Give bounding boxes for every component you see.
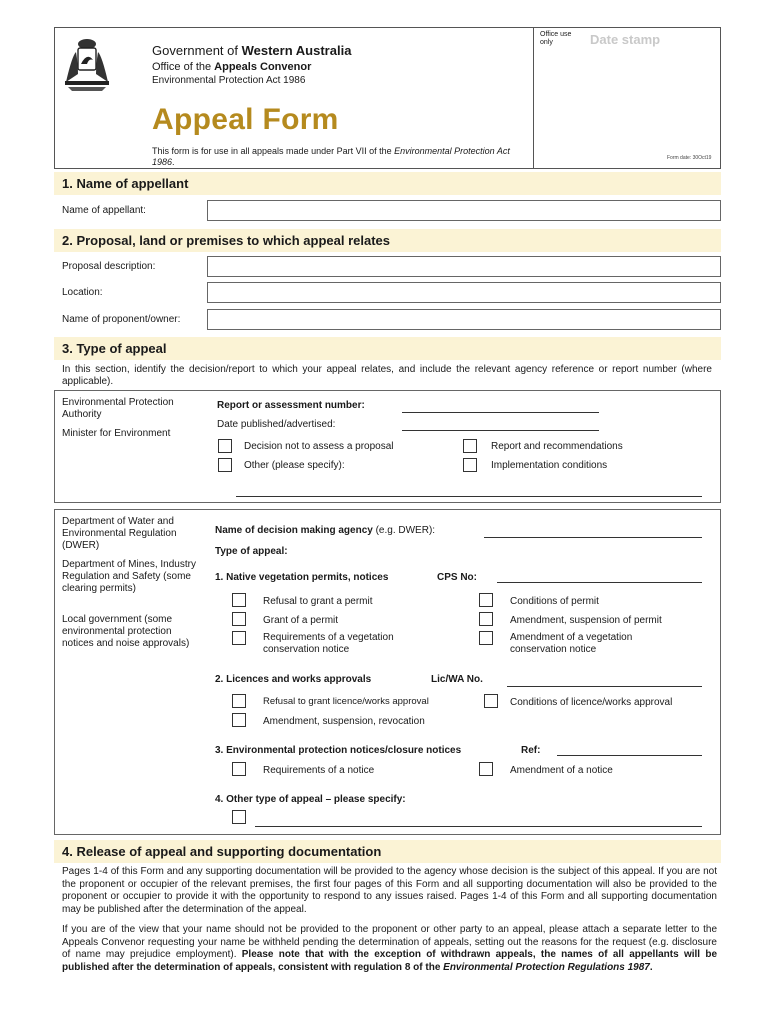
section-3-heading: 3. Type of appeal bbox=[54, 337, 721, 360]
local-government-label: Local government (some environmental protection notices and noise approvals) bbox=[62, 614, 190, 649]
amend-suspend-permit-checkbox[interactable] bbox=[479, 612, 493, 626]
wa-coat-of-arms-icon bbox=[62, 34, 112, 92]
implementation-conditions-label: Implementation conditions bbox=[491, 460, 608, 471]
refusal-permit-checkbox[interactable] bbox=[232, 593, 246, 607]
decision-agency-input[interactable] bbox=[484, 537, 702, 538]
other-appeal-checkbox[interactable] bbox=[232, 810, 246, 824]
cps-number-input[interactable] bbox=[497, 582, 702, 583]
date-stamp-label: Date stamp bbox=[590, 32, 661, 47]
appellant-name-label: Name of appellant: bbox=[62, 205, 146, 216]
appellant-name-input[interactable] bbox=[207, 200, 721, 221]
grant-permit-checkbox[interactable] bbox=[232, 612, 246, 626]
section-2-heading: 2. Proposal, land or premises to which appeal relates bbox=[54, 229, 721, 252]
amend-licence-label: Amendment, suspension, revocation bbox=[263, 716, 425, 727]
form-date: Form date: 30Oct19 bbox=[667, 155, 712, 161]
other-specify-input[interactable] bbox=[236, 496, 702, 497]
form-intro: This form is for use in all appeals made under Part VII of the Environmental Protection Act 1986. bbox=[152, 146, 510, 167]
epa-agency-label: Environmental Protection Authority bbox=[62, 397, 174, 420]
requirements-notice-checkbox[interactable] bbox=[232, 762, 246, 776]
amend-licence-checkbox[interactable] bbox=[232, 713, 246, 727]
proponent-input[interactable] bbox=[207, 309, 721, 330]
conditions-permit-label: Conditions of permit bbox=[510, 596, 599, 607]
release-paragraph-1: Pages 1-4 of this Form and any supporting documentation will be provided to the agency whose decision is the subject of this appeal. If you are not the proponent or occupier of the relevant premises, the first four pages of this Form and all supporting documentation will also be provided to the proponent or occupier to provide it with the opportunity to respond to any issues raised. Pages 1-4 of this Form and all supporting documentation may be published after the determination of the appeal. bbox=[62, 866, 717, 915]
licences-heading: 2. Licences and works approvals bbox=[215, 674, 372, 685]
office-use-column bbox=[533, 27, 721, 169]
report-number-input[interactable] bbox=[402, 412, 599, 413]
report-recommendations-label: Report and recommendations bbox=[491, 441, 623, 452]
dwer-appeal-box bbox=[54, 509, 721, 835]
amend-suspend-permit-label: Amendment, suspension of permit bbox=[510, 615, 662, 626]
report-number-label: Report or assessment number: bbox=[217, 400, 365, 411]
conditions-permit-checkbox[interactable] bbox=[479, 593, 493, 607]
amendment-notice-label: Amendment of a notice bbox=[510, 765, 613, 776]
amend-vcn-label: Amendment of a vegetation conservation notice bbox=[510, 632, 633, 655]
proposal-description-input[interactable] bbox=[207, 256, 721, 277]
other-specify-checkbox[interactable] bbox=[218, 458, 232, 472]
section-3-instruction: In this section, identify the decision/report to which your appeal relates, and include the relevant agency reference or report number (where applicable). bbox=[62, 364, 712, 387]
date-published-input[interactable] bbox=[402, 430, 599, 431]
date-published-label: Date published/advertised: bbox=[217, 419, 336, 430]
native-vegetation-heading: 1. Native vegetation permits, notices bbox=[215, 572, 389, 583]
refusal-licence-checkbox[interactable] bbox=[232, 694, 246, 708]
act-name: Environmental Protection Act 1986 bbox=[152, 75, 306, 86]
proponent-label: Name of proponent/owner: bbox=[62, 314, 181, 325]
office-use-label: Office use only bbox=[540, 31, 572, 46]
grant-permit-label: Grant of a permit bbox=[263, 615, 339, 626]
office-name: Office of the Appeals Convenor bbox=[152, 61, 312, 73]
section-4-heading: 4. Release of appeal and supporting documentation bbox=[54, 840, 721, 863]
page-title: Appeal Form bbox=[152, 103, 339, 136]
release-paragraph-2: If you are of the view that your name should not be provided to the proponent or other party to an appeal, please attach a separate letter to the Appeals Convenor requesting your name be withheld pending the determination of appeals, setting out the reasons for the request (e.g. disclosure of name may prejudice employment). Please note that with the exception of withdrawn appeals, the names of all appellants will be published after the determination of appeals, consistent with regulation 8 of the Environmental Protection Regulations 1987. bbox=[62, 924, 718, 973]
amendment-notice-checkbox[interactable] bbox=[479, 762, 493, 776]
minister-agency-label: Minister for Environment bbox=[62, 428, 171, 439]
type-of-appeal-label: Type of appeal: bbox=[215, 546, 288, 557]
proposal-description-label: Proposal description: bbox=[62, 261, 156, 272]
cps-number-label: CPS No: bbox=[437, 572, 477, 583]
decision-not-assess-checkbox[interactable] bbox=[218, 439, 232, 453]
decision-not-assess-label: Decision not to assess a proposal bbox=[244, 441, 394, 452]
location-label: Location: bbox=[62, 287, 103, 298]
environmental-notices-heading: 3. Environmental protection notices/closure notices bbox=[215, 745, 462, 756]
licwa-number-input[interactable] bbox=[507, 686, 702, 687]
refusal-licence-label: Refusal to grant licence/works approval bbox=[263, 696, 429, 707]
government-name: Government of Western Australia bbox=[152, 43, 352, 58]
requirements-vcn-checkbox[interactable] bbox=[232, 631, 246, 645]
dwer-agency-label: Department of Water and Environmental Regulation (DWER) bbox=[62, 516, 177, 551]
report-recommendations-checkbox[interactable] bbox=[463, 439, 477, 453]
licwa-number-label: Lic/WA No. bbox=[431, 674, 483, 685]
requirements-vcn-label: Requirements of a vegetation conservation notice bbox=[263, 632, 394, 655]
other-appeal-heading: 4. Other type of appeal – please specify: bbox=[215, 794, 406, 805]
requirements-notice-label: Requirements of a notice bbox=[263, 765, 375, 776]
other-specify-label: Other (please specify): bbox=[244, 460, 345, 471]
other-appeal-input[interactable] bbox=[255, 826, 702, 827]
dmirs-agency-label: Department of Mines, Industry Regulation and Safety (some clearing permits) bbox=[62, 559, 196, 594]
refusal-permit-label: Refusal to grant a permit bbox=[263, 596, 373, 607]
ref-label: Ref: bbox=[521, 745, 541, 756]
decision-agency-label: Name of decision making agency (e.g. DWER): bbox=[215, 525, 436, 536]
amend-vcn-checkbox[interactable] bbox=[479, 631, 493, 645]
conditions-licence-checkbox[interactable] bbox=[484, 694, 498, 708]
location-input[interactable] bbox=[207, 282, 721, 303]
implementation-conditions-checkbox[interactable] bbox=[463, 458, 477, 472]
ref-input[interactable] bbox=[557, 755, 702, 756]
conditions-licence-label: Conditions of licence/works approval bbox=[510, 697, 673, 708]
section-1-heading: 1. Name of appellant bbox=[54, 172, 721, 195]
